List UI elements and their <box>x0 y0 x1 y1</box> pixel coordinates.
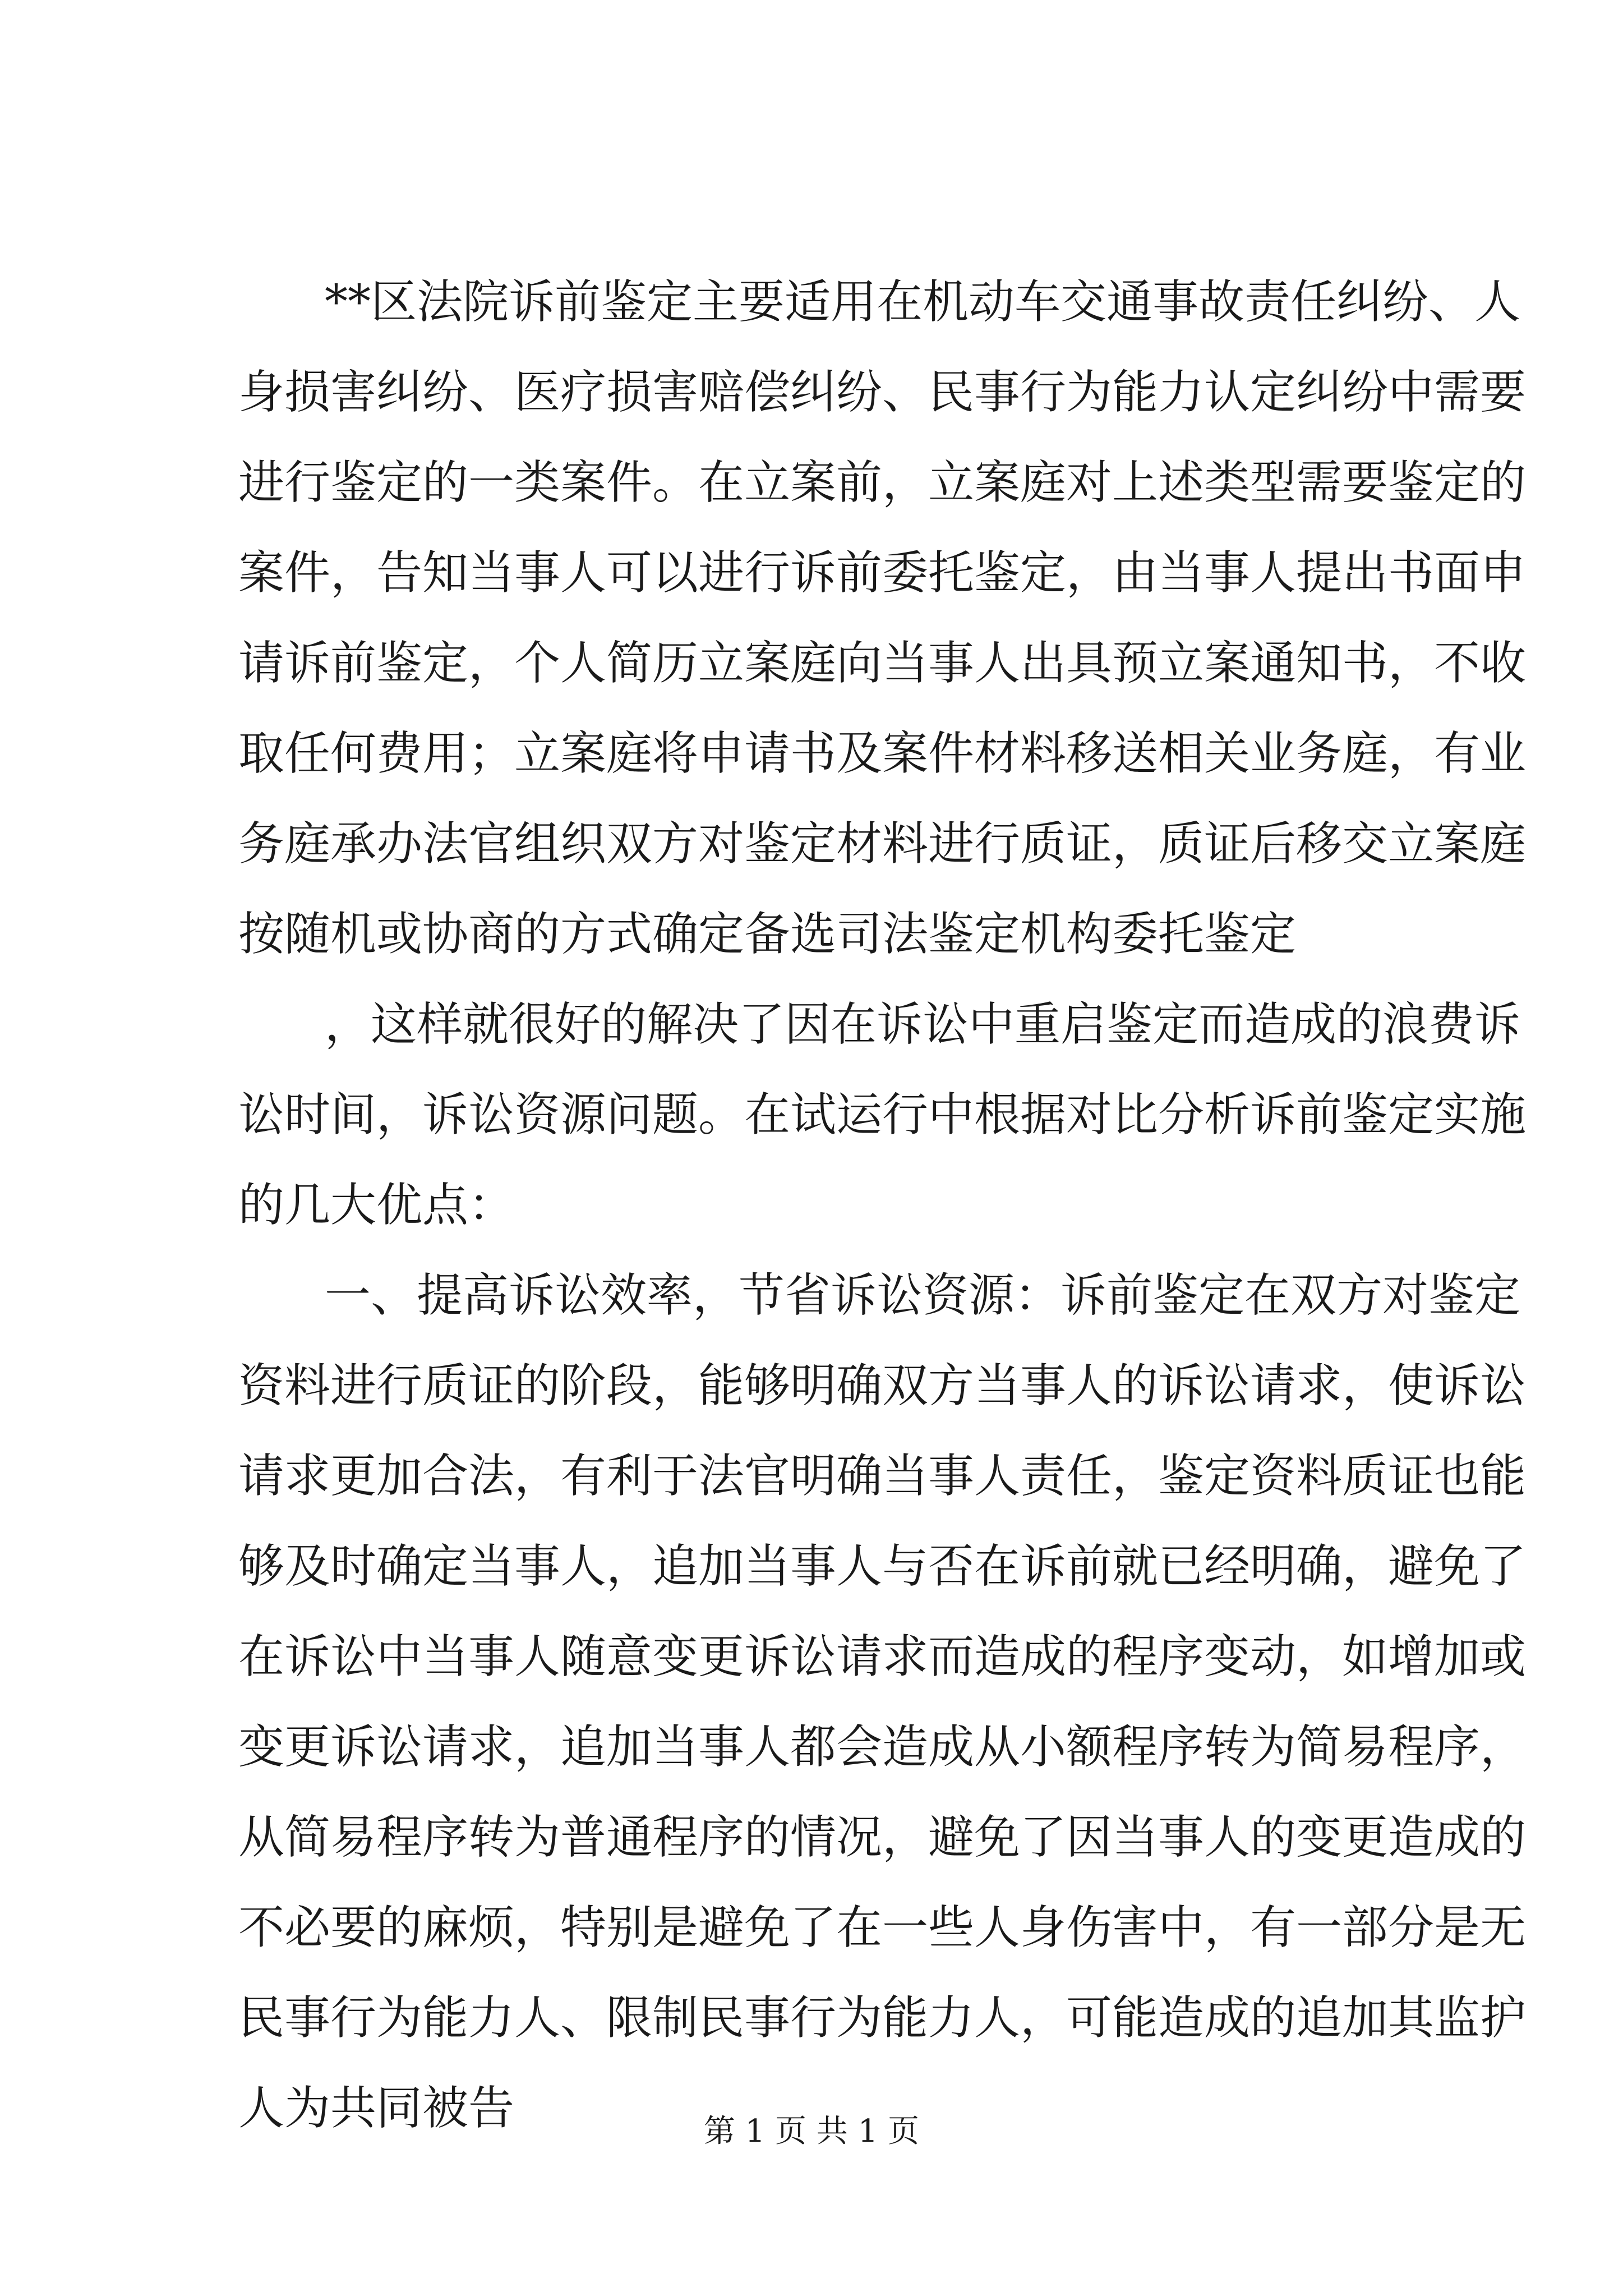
text-line: 请求更加合法，有利于法官明确当事人责任，鉴定资料质证也能 <box>238 1450 1527 1503</box>
paragraph-point-one <box>238 1250 1527 2154</box>
text-line: 务庭承办法官组织双方对鉴定材料进行质证，质证后移交立案庭 <box>238 817 1527 871</box>
text-line: 请诉前鉴定，个人简历立案庭向当事人出具预立案通知书，不收 <box>238 637 1527 690</box>
text-line: 不必要的麻烦，特别是避免了在一些人身伤害中，有一部分是无 <box>238 1901 1527 1954</box>
text-line: 取任何费用；立案庭将申请书及案件材料移送相关业务庭，有业 <box>238 727 1527 780</box>
text-line: **区法院诉前鉴定主要适用在机动车交通事故责任纠纷、人 <box>325 275 1521 329</box>
text-line: 进行鉴定的一类案件。在立案前，立案庭对上述类型需要鉴定的 <box>238 456 1527 509</box>
text-line: 案件，告知当事人可以进行诉前委托鉴定，由当事人提出书面申 <box>238 546 1527 600</box>
text-line: 民事行为能力人、限制民事行为能力人，可能造成的追加其监护 <box>238 1991 1527 2045</box>
paragraph-benefits-intro <box>238 979 1527 1250</box>
document-body <box>238 257 1527 2154</box>
text-line: 从简易程序转为普通程序的情况，避免了因当事人的变更造成的 <box>238 1811 1527 1864</box>
text-line: 按随机或协商的方式确定备选司法鉴定机构委托鉴定 <box>238 908 1297 961</box>
text-line: 讼时间，诉讼资源问题。在试运行中根据对比分析诉前鉴定实施 <box>238 1088 1527 1142</box>
page-number-footer: 第 1 页 共 1 页 <box>703 2113 920 2150</box>
text-line: 变更诉讼请求，追加当事人都会造成从小额程序转为简易程序， <box>238 1720 1527 1774</box>
text-line: 够及时确定当事人，追加当事人与否在诉前就已经明确，避免了 <box>238 1540 1527 1593</box>
text-line: 身损害纠纷、医疗损害赔偿纠纷、民事行为能力认定纠纷中需要 <box>238 366 1527 419</box>
paragraph-court-scope <box>238 257 1527 979</box>
text-line: ，这样就很好的解决了因在诉讼中重启鉴定而造成的浪费诉 <box>325 998 1521 1051</box>
text-line: 人为共同被告 <box>238 2082 515 2135</box>
text-line: 的几大优点： <box>238 1179 515 1232</box>
text-line: 在诉讼中当事人随意变更诉讼请求而造成的程序变动，如增加或 <box>238 1630 1527 1683</box>
text-line: 资料进行质证的阶段，能够明确双方当事人的诉讼请求，使诉讼 <box>238 1359 1527 1412</box>
text-line: 一、提高诉讼效率，节省诉讼资源：诉前鉴定在双方对鉴定 <box>325 1269 1521 1322</box>
